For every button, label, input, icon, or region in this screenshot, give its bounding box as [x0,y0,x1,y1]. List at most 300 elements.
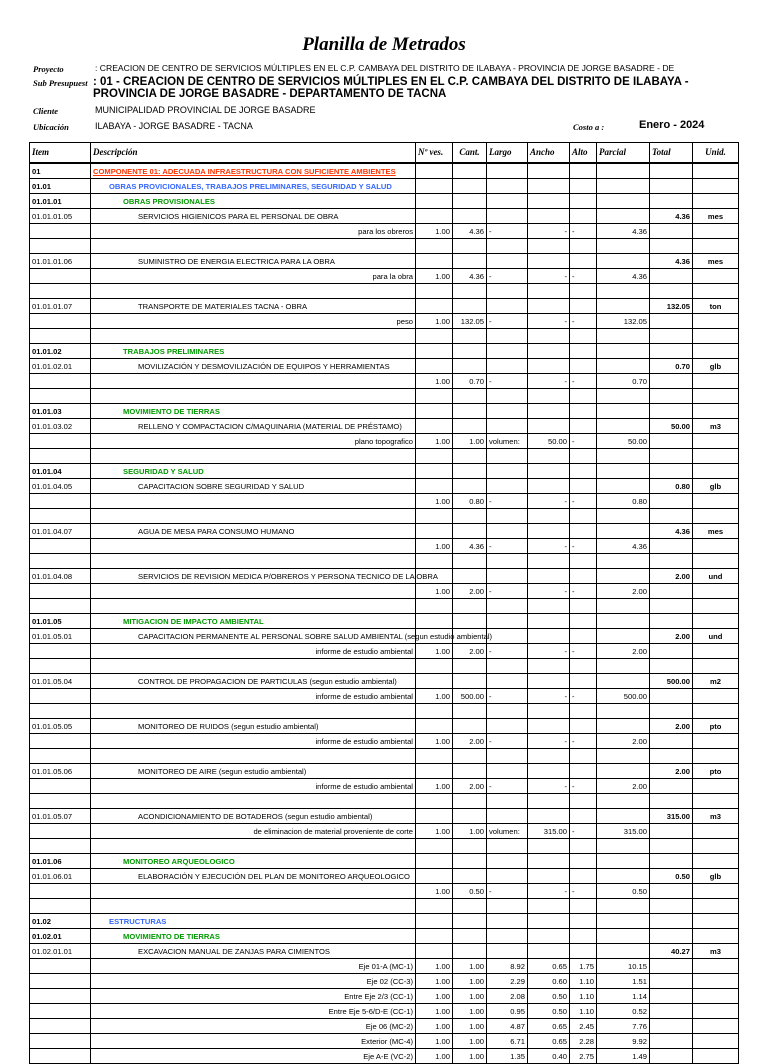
cell-unid [693,749,739,764]
cell-unid [693,344,739,359]
cell-unid: glb [693,359,739,374]
cell-largo: - [487,884,528,899]
cell-parcial: 1.14 [597,989,650,1004]
cell-ancho [528,163,570,179]
cell-item [30,269,91,284]
cell-total [650,974,693,989]
cell-item: 01.01.03.02 [30,419,91,434]
cell-total: 40.27 [650,944,693,959]
cell-unid [693,914,739,929]
cell-ancho [528,914,570,929]
cell-cant [453,764,487,779]
cell-item: 01.01.05.04 [30,674,91,689]
cell-cant: 4.36 [453,224,487,239]
cell-largo [487,854,528,869]
cell-parcial [597,629,650,644]
cell-ancho [528,509,570,524]
cell-descripcion: MONITOREO ARQUEOLOGICO [91,854,416,869]
cell-cant [453,674,487,689]
cell-cant [453,524,487,539]
cell-ancho: - [528,224,570,239]
cell-unid [693,1019,739,1034]
cell-total [650,659,693,674]
cell-alto: 2.28 [570,1034,597,1049]
cell-parcial [597,944,650,959]
cell-parcial [597,809,650,824]
cell-unid [693,179,739,194]
cell-parcial: 1.51 [597,974,650,989]
cell-largo: volumen: [487,434,528,449]
cell-cant: 1.00 [453,824,487,839]
table-row [30,644,739,659]
cell-largo: - [487,584,528,599]
cell-parcial: 4.36 [597,269,650,284]
cell-total: 2.00 [650,764,693,779]
cell-ancho [528,404,570,419]
cell-descripcion: CAPACITACION PERMANENTE AL PERSONAL SOBRE SALUD AMBIENTAL (segun estudio ambiental) [91,629,416,644]
cell-unid: und [693,569,739,584]
cell-alto [570,464,597,479]
cell-largo: - [487,374,528,389]
cell-cant: 2.00 [453,644,487,659]
cell-nves: 1.00 [416,989,453,1004]
table-row [30,704,739,719]
cell-total [650,854,693,869]
cell-nves [416,749,453,764]
cell-nves [416,329,453,344]
cell-alto: - [570,734,597,749]
cell-parcial [597,764,650,779]
cell-item: 01 [30,163,91,179]
cell-descripcion: CONTROL DE PROPAGACION DE PARTICULAS (segun estudio ambiental) [91,674,416,689]
cell-descripcion [91,374,416,389]
cell-item [30,449,91,464]
cell-descripcion [91,704,416,719]
table-row [30,284,739,299]
cell-descripcion: MOVIMIENTO DE TIERRAS [91,929,416,944]
cell-item [30,389,91,404]
cell-descripcion: informe de estudio ambiental [91,689,416,704]
cell-unid: ton [693,299,739,314]
cell-largo [487,179,528,194]
cell-largo: 8.92 [487,959,528,974]
cell-largo [487,389,528,404]
cell-unid: mes [693,524,739,539]
cell-ancho [528,569,570,584]
cell-nves: 1.00 [416,644,453,659]
cell-item [30,494,91,509]
cell-largo [487,509,528,524]
cell-cant [453,239,487,254]
cell-unid [693,329,739,344]
table-header-row [30,143,739,164]
cell-descripcion: para los obreros [91,224,416,239]
cell-alto: - [570,644,597,659]
cell-total [650,329,693,344]
table-row [30,629,739,644]
cell-parcial: 0.80 [597,494,650,509]
cell-descripcion: MONITOREO DE RUIDOS (segun estudio ambiental) [91,719,416,734]
cell-ancho [528,944,570,959]
cell-parcial [597,719,650,734]
cell-largo: - [487,689,528,704]
cell-largo [487,404,528,419]
cell-item: 01.01.06 [30,854,91,869]
cell-cant: 1.00 [453,974,487,989]
cell-unid [693,614,739,629]
table-row [30,779,739,794]
cell-descripcion: TRANSPORTE DE MATERIALES TACNA - OBRA [91,299,416,314]
table-row [30,419,739,434]
cell-unid [693,269,739,284]
cell-nves [416,854,453,869]
col-header-cant: Cant. [453,143,487,164]
cell-total [650,929,693,944]
cell-parcial [597,554,650,569]
table-row [30,854,739,869]
cell-alto [570,899,597,914]
cell-cant: 0.70 [453,374,487,389]
table-row [30,764,739,779]
cell-unid [693,404,739,419]
cell-nves: 1.00 [416,494,453,509]
cell-descripcion [91,329,416,344]
cell-descripcion: EXCAVACION MANUAL DE ZANJAS PARA CIMIENTOS [91,944,416,959]
cell-descripcion: COMPONENTE 01: ADECUADA INFRAESTRUCTURA CON SUFICIENTE AMBIENTES [91,163,416,179]
cell-item [30,659,91,674]
subpresupuesto-label: Sub Presupuest [33,78,88,88]
cell-largo [487,749,528,764]
cell-cant [453,284,487,299]
cell-nves [416,179,453,194]
cell-unid [693,449,739,464]
cell-nves [416,794,453,809]
cell-descripcion: SEGURIDAD Y SALUD [91,464,416,479]
cell-largo [487,284,528,299]
cell-descripcion: MOVILIZACIÓN Y DESMOVILIZACIÓN DE EQUIPOS Y HERRAMIENTAS [91,359,416,374]
cell-ancho [528,809,570,824]
cell-alto [570,674,597,689]
cell-largo [487,299,528,314]
cell-total [650,389,693,404]
cell-item [30,434,91,449]
table-row [30,824,739,839]
cell-item: 01.02 [30,914,91,929]
cell-total [650,584,693,599]
cell-ancho: - [528,884,570,899]
table-row [30,1019,739,1034]
subpresupuesto-line2: PROVINCIA DE JORGE BASADRE - DEPARTAMENTO DE TACNA [93,88,447,100]
cliente-value: MUNICIPALIDAD PROVINCIAL DE JORGE BASADRE [95,105,316,115]
cell-unid [693,464,739,479]
cell-parcial [597,194,650,209]
cell-alto: - [570,824,597,839]
table-body [30,163,739,1064]
cell-unid [693,854,739,869]
cell-nves: 1.00 [416,374,453,389]
cell-cant [453,749,487,764]
cell-parcial: 10.15 [597,959,650,974]
cell-cant: 2.00 [453,779,487,794]
cell-total [650,824,693,839]
cell-largo [487,839,528,854]
cell-cant: 1.00 [453,989,487,1004]
cell-parcial [597,284,650,299]
table-row [30,584,739,599]
cell-parcial [597,674,650,689]
cell-parcial [597,509,650,524]
cell-parcial: 2.00 [597,734,650,749]
cell-cant: 1.00 [453,434,487,449]
cell-alto: 1.10 [570,989,597,1004]
table-row [30,974,739,989]
cell-ancho [528,389,570,404]
cell-parcial [597,449,650,464]
cell-nves [416,464,453,479]
cell-unid [693,1004,739,1019]
cell-cant: 1.00 [453,1049,487,1064]
cell-total [650,644,693,659]
cell-ancho [528,899,570,914]
table-row [30,839,739,854]
table-row [30,404,739,419]
cell-descripcion: plano topografico [91,434,416,449]
cell-alto [570,194,597,209]
cell-parcial: 7.76 [597,1019,650,1034]
cell-unid: pto [693,764,739,779]
cell-item [30,1049,91,1064]
col-header-unid: Unid. [693,143,739,164]
table-row [30,569,739,584]
cell-alto [570,299,597,314]
subpresupuesto-line1: : 01 - CREACION DE CENTRO DE SERVICIOS MÚLTIPLES EN EL C.P. CAMBAYA DEL DISTRITO DE ILABAYA - [93,76,689,88]
cell-item: 01.01.01 [30,194,91,209]
cell-largo: volumen: [487,824,528,839]
cell-alto: 2.45 [570,1019,597,1034]
cell-unid [693,974,739,989]
cell-alto: - [570,539,597,554]
cell-ancho: - [528,779,570,794]
table-row [30,959,739,974]
cell-descripcion: ELABORACIÓN Y EJECUCIÓN DEL PLAN DE MONITOREO ARQUEOLOGICO [91,869,416,884]
cell-item [30,239,91,254]
cell-alto: - [570,374,597,389]
cell-nves [416,479,453,494]
table-row [30,389,739,404]
cell-total: 4.36 [650,524,693,539]
cell-total [650,434,693,449]
cell-alto [570,914,597,929]
cell-ancho: - [528,314,570,329]
cell-item [30,329,91,344]
cell-cant [453,554,487,569]
cell-parcial: 0.70 [597,374,650,389]
cell-alto: - [570,434,597,449]
table-row [30,479,739,494]
cell-parcial [597,929,650,944]
cell-descripcion: OBRAS PROVICIONALES, TRABAJOS PRELIMINARES, SEGURIDAD Y SALUD [91,179,416,194]
cell-cant [453,179,487,194]
cell-descripcion: informe de estudio ambiental [91,644,416,659]
table-row [30,914,739,929]
cell-ancho: - [528,644,570,659]
cell-nves [416,344,453,359]
cell-nves: 1.00 [416,779,453,794]
cell-alto [570,839,597,854]
cell-largo [487,809,528,824]
cell-alto [570,329,597,344]
cell-cant [453,254,487,269]
cell-alto [570,599,597,614]
cell-descripcion: SERVICIOS HIGIENICOS PARA EL PERSONAL DE OBRA [91,209,416,224]
cell-alto: 1.75 [570,959,597,974]
table-row [30,734,739,749]
cell-nves: 1.00 [416,1004,453,1019]
cell-ancho [528,194,570,209]
cell-largo [487,554,528,569]
table-row [30,614,739,629]
cell-largo [487,254,528,269]
cell-cant [453,704,487,719]
cell-parcial: 1.49 [597,1049,650,1064]
cell-nves [416,389,453,404]
cell-descripcion: Exterior (MC-4) [91,1034,416,1049]
cell-alto [570,163,597,179]
table-row [30,749,739,764]
cell-nves [416,764,453,779]
cell-item [30,1019,91,1034]
cell-cant [453,719,487,734]
table-row [30,554,739,569]
cell-cant [453,449,487,464]
cell-cant: 1.00 [453,1034,487,1049]
col-header-parcial: Parcial [597,143,650,164]
table-row [30,929,739,944]
cell-parcial [597,389,650,404]
cell-total: 132.05 [650,299,693,314]
table-row [30,1004,739,1019]
cell-largo [487,629,528,644]
cell-cant: 1.00 [453,959,487,974]
table-row [30,719,739,734]
cell-ancho [528,344,570,359]
cell-unid [693,509,739,524]
table-row [30,794,739,809]
cell-parcial [597,599,650,614]
cell-descripcion: OBRAS PROVISIONALES [91,194,416,209]
cell-item [30,989,91,1004]
cell-alto [570,569,597,584]
cell-nves: 1.00 [416,734,453,749]
proyecto-value: : CREACION DE CENTRO DE SERVICIOS MÚLTIPLES EN EL C.P. CAMBAYA DEL DISTRITO DE ILABAYA - PROVINCIA DE JORGE BASADRE - DE [95,63,675,73]
cell-largo: - [487,269,528,284]
cell-cant [453,854,487,869]
cell-nves [416,554,453,569]
cell-unid [693,884,739,899]
cell-ancho [528,329,570,344]
cell-nves [416,899,453,914]
cell-ancho [528,749,570,764]
cell-nves [416,239,453,254]
cell-nves: 1.00 [416,689,453,704]
cell-alto: - [570,314,597,329]
cell-total [650,404,693,419]
cell-parcial [597,344,650,359]
cell-item [30,749,91,764]
table-row [30,329,739,344]
cell-total [650,899,693,914]
cell-ancho: - [528,269,570,284]
cell-total [650,794,693,809]
cell-alto [570,944,597,959]
cell-descripcion: informe de estudio ambiental [91,734,416,749]
cell-parcial [597,854,650,869]
cell-total [650,689,693,704]
cell-item [30,899,91,914]
cell-parcial [597,914,650,929]
cell-alto [570,209,597,224]
table-row [30,524,739,539]
cell-parcial [597,163,650,179]
col-header-alto: Alto [570,143,597,164]
cell-total [650,779,693,794]
cell-largo [487,194,528,209]
cell-item [30,539,91,554]
cell-parcial [597,659,650,674]
cell-total [650,554,693,569]
cell-descripcion [91,839,416,854]
cell-unid [693,689,739,704]
cell-alto [570,449,597,464]
cell-total [650,464,693,479]
cell-unid: mes [693,254,739,269]
cell-unid: und [693,629,739,644]
cell-parcial: 132.05 [597,314,650,329]
cell-alto [570,614,597,629]
cell-cant [453,569,487,584]
cell-ancho [528,794,570,809]
table-row [30,434,739,449]
cell-nves [416,659,453,674]
table-row [30,163,739,179]
cell-largo: 1.35 [487,1049,528,1064]
cell-alto [570,284,597,299]
cell-unid [693,389,739,404]
cell-parcial [597,839,650,854]
cell-unid [693,239,739,254]
cell-alto: 2.75 [570,1049,597,1064]
cell-ancho [528,719,570,734]
cell-largo: - [487,539,528,554]
cell-alto: - [570,269,597,284]
cell-descripcion: TRABAJOS PRELIMINARES [91,344,416,359]
cell-unid [693,194,739,209]
cell-item: 01.01.01.06 [30,254,91,269]
table-row [30,254,739,269]
cell-item [30,689,91,704]
cell-ancho [528,704,570,719]
cell-descripcion [91,284,416,299]
cell-largo [487,359,528,374]
cell-cant: 4.36 [453,269,487,284]
cell-alto [570,479,597,494]
cell-cant [453,869,487,884]
cell-nves: 1.00 [416,959,453,974]
cell-total [650,884,693,899]
cell-nves [416,914,453,929]
cell-alto [570,719,597,734]
cell-total [650,749,693,764]
